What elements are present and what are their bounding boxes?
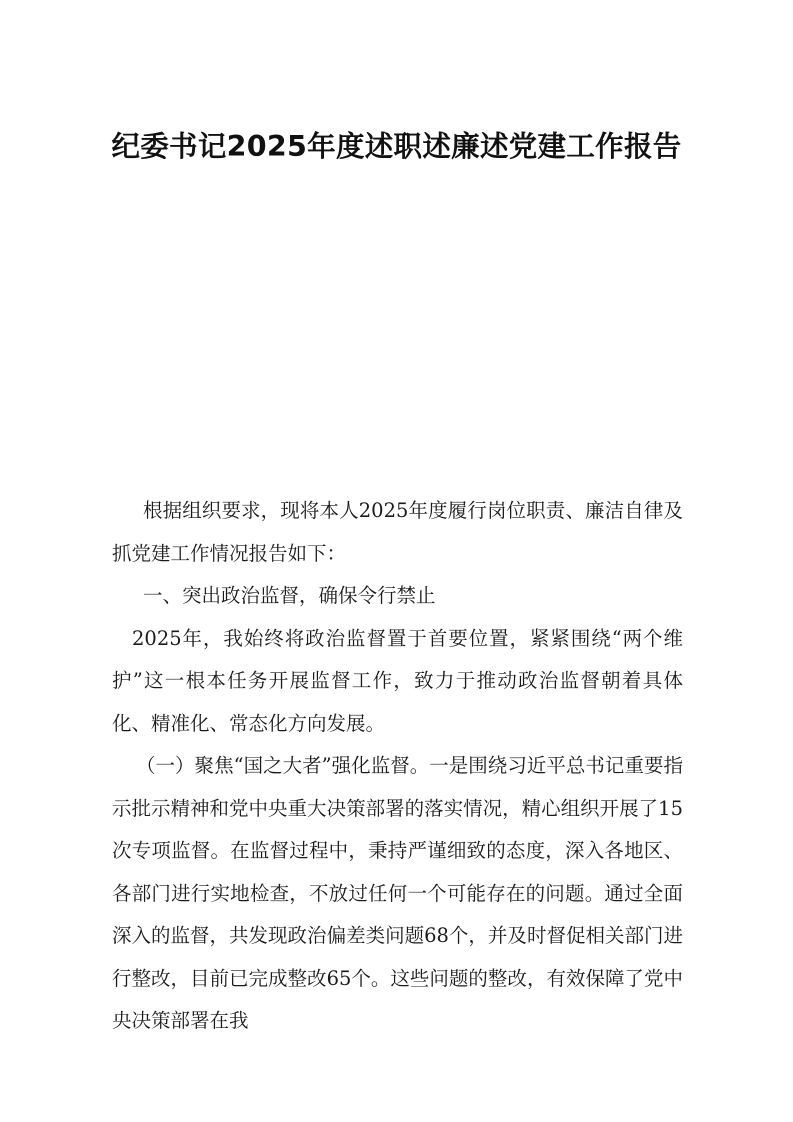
subsection-1-paragraph: （一）聚焦“国之大者”强化监督。一是围绕习近平总书记重要指示批示精神和党中央重大决策部署的落实情况，精心组织开展了15次专项监督。在监督过程中，秉持严谨细致的态度，深入各地区、各部门进行实地检查，不放过任何一个可能存在的问题。通过全面深入的监督，共发现政治偏差类问题68个，并及时督促相关部门进行整改，目前已完成整改65个。这些问题的整改，有效保障了党中央决策部署在我 [112, 754, 683, 1032]
document-body [112, 490, 683, 1043]
section-1-paragraph: 2025年，我始终将政治监督置于首要位置，紧紧围绕“两个维护”这一根本任务开展监督工作，致力于推动政治监督朝着具体化、精准化、常态化方向发展。 [112, 626, 683, 735]
intro-paragraph: 根据组织要求，现将本人2025年度履行岗位职责、廉洁自律及抓党建工作情况报告如下： [112, 499, 683, 565]
document-title: 纪委书记2025年度述职述廉述党建工作报告 [111, 130, 682, 163]
section-heading-1: 一、突出政治监督，确保令行禁止 [143, 584, 436, 607]
